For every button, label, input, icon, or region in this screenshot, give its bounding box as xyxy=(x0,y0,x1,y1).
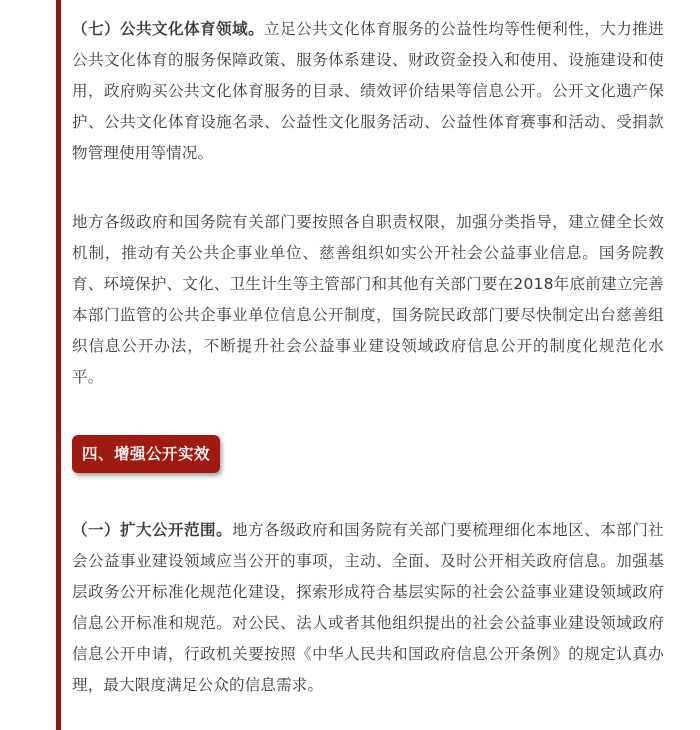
paragraph-section-7 xyxy=(72,14,664,169)
paragraph-oversight xyxy=(72,207,664,393)
section-7-text: 立足公共文化体育服务的公益性均等性便利性，大力推进公共文化体育的服务保障政策、服务体系建设、财政资金投入和使用、设施建设和使用，政府购买公共文化体育服务的目录、绩效评价结果等信息公开。公开文化遗产保护、公共文化体育设施名录、公益性文化服务活动、公益性体育赛事和活动、受捐款物管理使用等情况。 xyxy=(72,20,664,162)
left-accent-bar xyxy=(56,0,61,730)
section-heading-4: 四、增强公开实效 xyxy=(72,435,220,473)
section-7-lead: （七）公共文化体育领域。 xyxy=(72,20,265,38)
section-heading-wrapper xyxy=(72,435,664,475)
article-body xyxy=(72,14,664,701)
paragraph-section-4-1 xyxy=(72,515,664,701)
section-4-1-lead: （一）扩大公开范围。 xyxy=(72,521,233,539)
paragraph-oversight-text: 地方各级政府和国务院有关部门要按照各自职责权限，加强分类指导，建立健全长效机制，推动有关公共企事业单位、慈善组织如实公开社会公益事业信息。国务院教育、环境保护、文化、卫生计生等主管部门和其他有关部门要在2018年底前建立完善本部门监管的公共企事业单位信息公开制度，国务院民政部门要尽快制定出台慈善组织信息公开办法，不断提升社会公益事业建设领域政府信息公开的制度化规范化水平。 xyxy=(72,213,664,386)
section-4-1-text: 地方各级政府和国务院有关部门要梳理细化本地区、本部门社会公益事业建设领域应当公开的事项，主动、全面、及时公开相关政府信息。加强基层政务公开标准化规范化建设，探索形成符合基层实际的社会公益事业建设领域政府信息公开标准和规范。对公民、法人或者其他组织提出的社会公益事业建设领域政府信息公开申请，行政机关要按照《中华人民共和国政府信息公开条例》的规定认真办理，最大限度满足公众的信息需求。 xyxy=(72,521,664,694)
